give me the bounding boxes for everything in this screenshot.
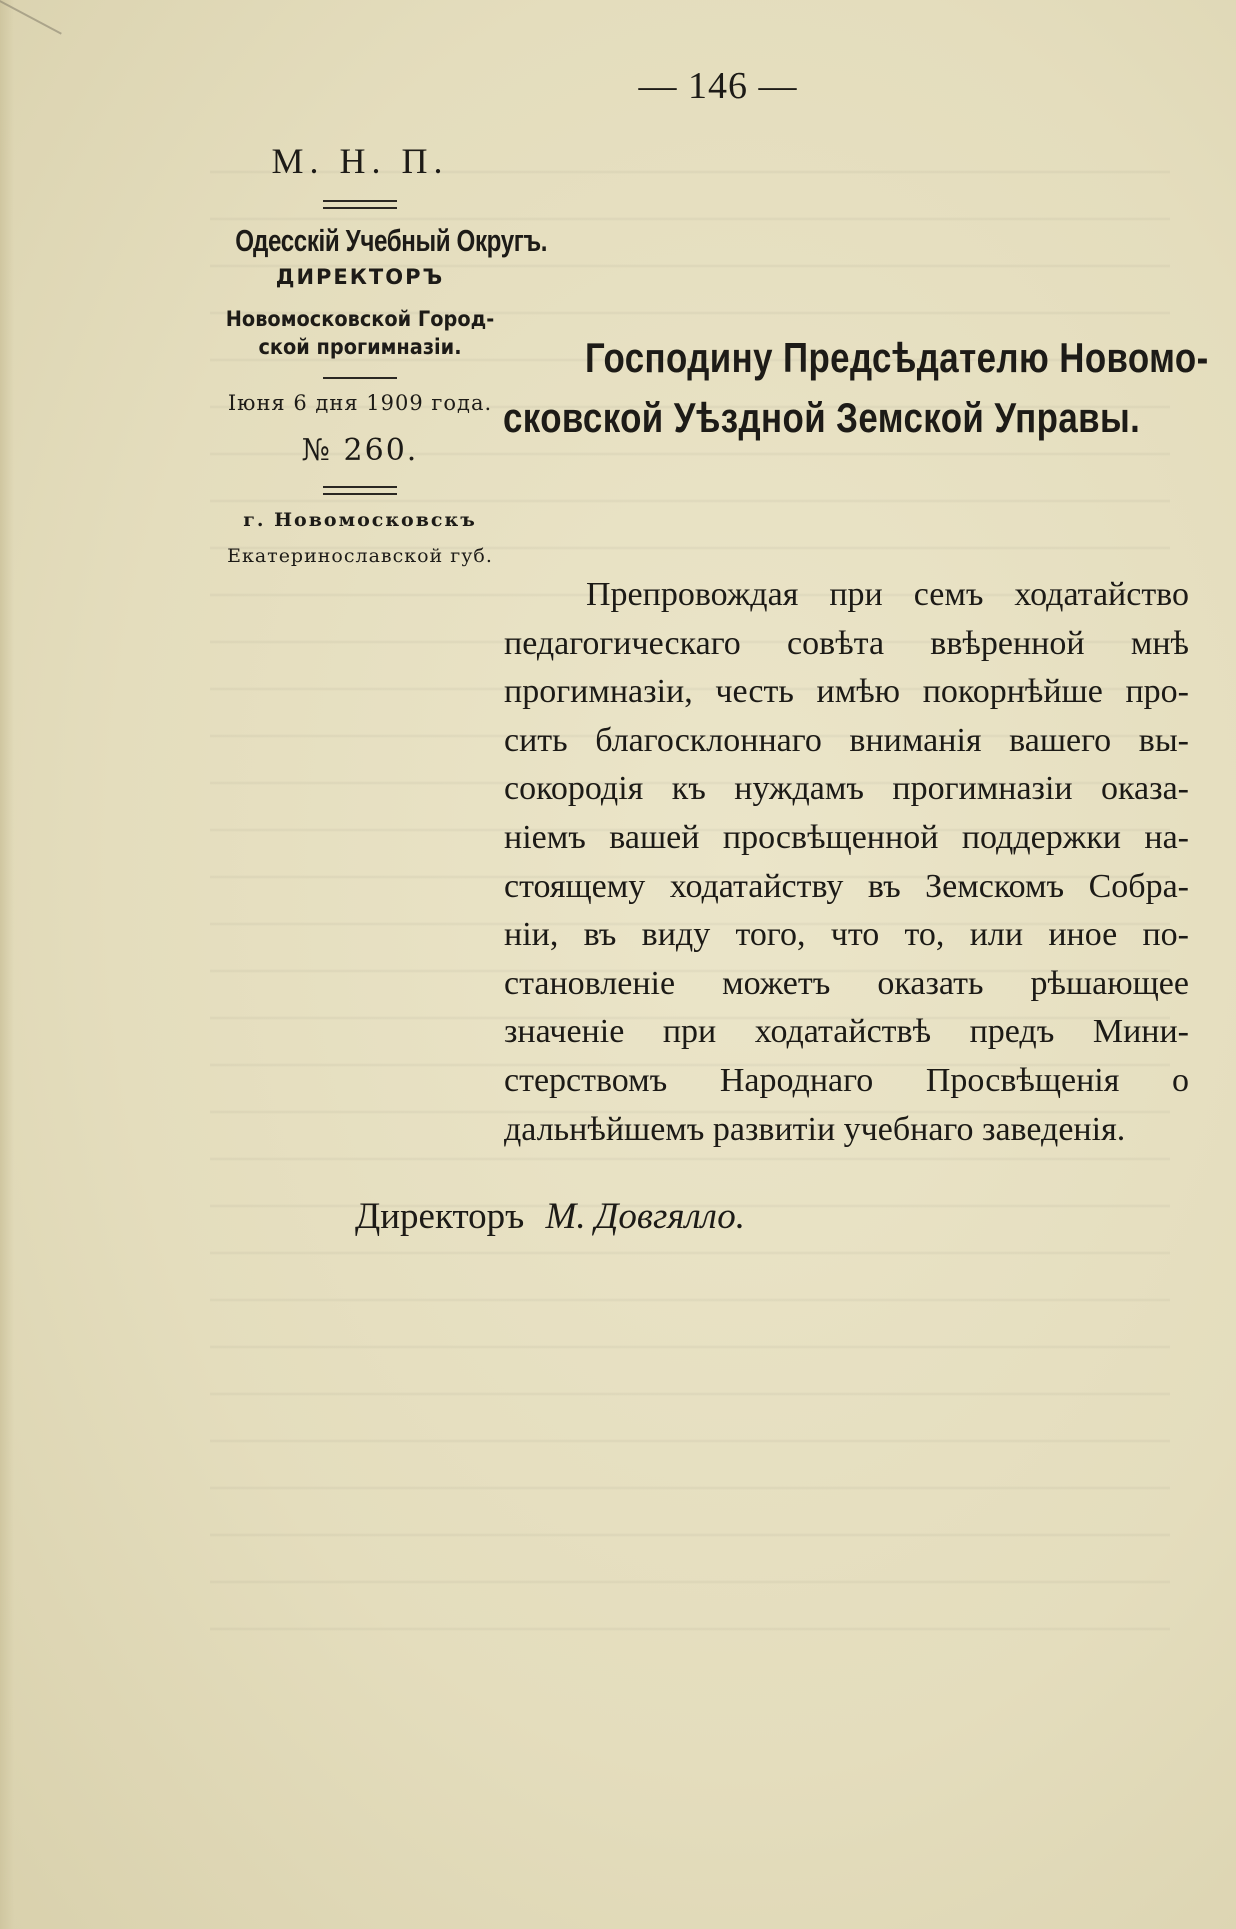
letterhead [200,140,548,567]
body-line: становленіе можетъ оказать рѣшающее [504,964,1189,1002]
province-name: Екатеринославской губ. [227,545,493,567]
single-divider [323,377,397,379]
addressee-line: сковской Уѣздной Земской Управы. [503,394,1141,441]
director-title: ДИРЕКТОРЪ [275,265,445,289]
ministry-abbreviation: М. Н. П. [271,141,449,181]
school-name [213,305,507,361]
page-edge-shadow [0,0,14,1929]
body-line: значеніе при ходатайствѣ предъ Мини- [504,1013,1189,1051]
body-line: сить благосклоннаго вниманія вашего вы- [504,721,1189,759]
letter-body [504,571,1189,1154]
school-name-line: Новомосковской Город- [225,307,495,331]
addressee [503,328,1209,448]
double-divider [323,486,397,495]
body-line: стерствомъ Народнаго Просвѣщенія о [504,1061,1189,1099]
body-line: педагогическаго совѣта ввѣренной мнѣ [504,624,1189,662]
school-name-line: ской прогимназіи. [258,335,462,359]
body-line: ніемъ вашей просвѣщенной поддержки на- [504,818,1189,856]
body-line: Препровождая при семъ ходатайство [586,576,1189,613]
educational-district: Одесскій Учебный Округъ. [235,223,548,258]
letter-number: № 260. [301,433,419,468]
body-line: дальнѣйшемъ развитіи учебнаго заведенія. [504,1110,1126,1148]
page-number: — 146 — [638,65,798,107]
double-divider [323,200,397,209]
city-name: г. Новомосковскъ [243,509,477,531]
body-line: сокородія къ нуждамъ прогимназіи оказа- [504,770,1189,808]
body-line: стоящему ходатайству въ Земскомъ Собра- [504,867,1189,905]
signature-title: Директоръ [355,1196,525,1237]
addressee-line: Господину Предсѣдателю Новомо- [585,334,1209,381]
body-line: ніи, въ виду того, что то, или иное по- [504,916,1189,954]
signature-name: М. Довгялло. [545,1196,746,1237]
body-line: прогимназіи, честь имѣю покорнѣйше про- [504,673,1189,711]
letter-date: Іюня 6 дня 1909 года. [227,391,493,415]
signature [355,1195,745,1238]
